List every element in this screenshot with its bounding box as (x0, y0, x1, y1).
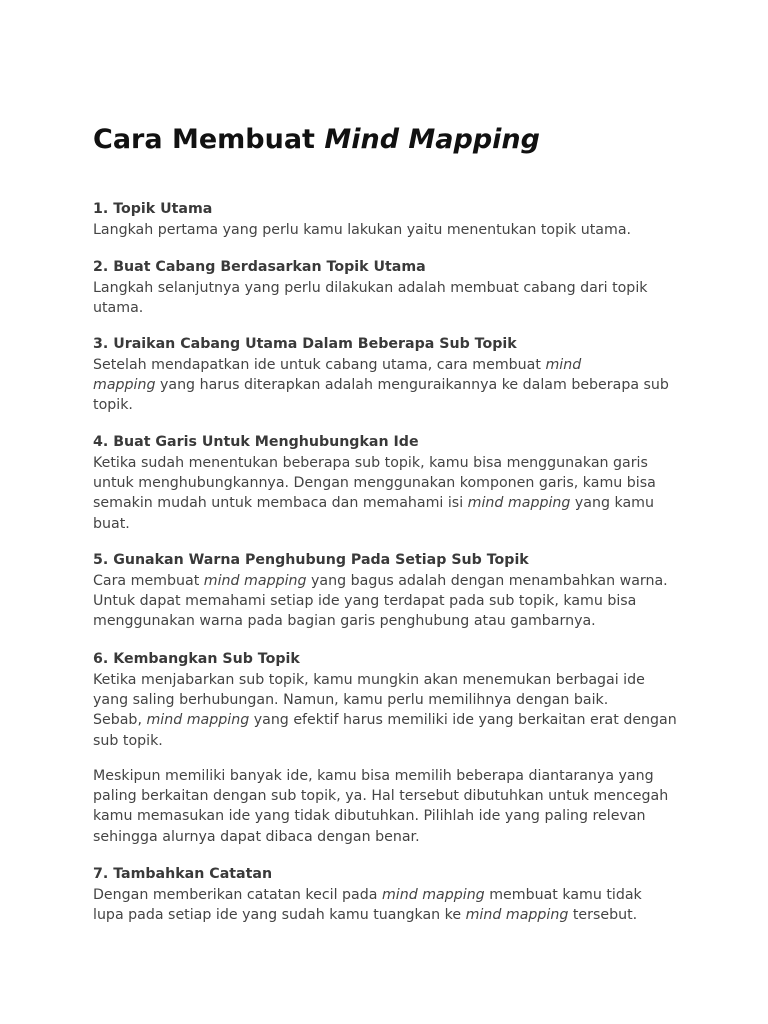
section-2 (93, 257, 693, 318)
section-heading: 6. Kembangkan Sub Topik (93, 651, 300, 667)
text-line (93, 885, 693, 905)
text-line (93, 591, 693, 611)
section-body (93, 355, 693, 416)
emphasis-text: mind mapping (203, 573, 307, 589)
body-text: utama. (93, 300, 144, 317)
text-line (93, 514, 693, 534)
text-line (93, 375, 693, 395)
body-text: Dengan memberikan catatan kecil pada (93, 887, 382, 903)
section-heading: 1. Topik Utama (93, 201, 213, 217)
body-text: yang kamu (570, 495, 654, 512)
text-line (93, 670, 693, 690)
body-text: yang harus diterapkan adalah menguraikannya ke dalam beberapa sub (155, 377, 669, 394)
body-text: yang efektif harus memiliki ide yang berkaitan erat dengan (249, 712, 677, 729)
body-text: sub topik. (93, 732, 163, 749)
section-body (93, 885, 693, 925)
title-main: Cara Membuat (93, 124, 325, 155)
body-text: tersebut. (568, 907, 638, 924)
text-line (93, 355, 693, 375)
text-line (93, 611, 693, 631)
text-line (93, 571, 693, 591)
text-line (93, 905, 693, 925)
section-body (93, 766, 693, 847)
body-text: yang bagus adalah dengan menambahkan warna. (306, 573, 668, 589)
text-line (93, 766, 693, 786)
body-text: Meskipun memiliki banyak ide, kamu bisa memilih beberapa diantaranya yang (93, 768, 654, 784)
section-body (93, 571, 693, 632)
text-line (93, 493, 693, 513)
section-body (93, 670, 693, 751)
emphasis-text: mind (545, 357, 582, 373)
emphasis-text: mind mapping (381, 887, 485, 903)
section-heading: 4. Buat Garis Untuk Menghubungkan Ide (93, 434, 419, 450)
text-line (93, 827, 693, 847)
body-text: topik. (93, 397, 133, 414)
body-text: buat. (93, 515, 130, 532)
body-text: Ketika menjabarkan sub topik, kamu mungkin akan menemukan berbagai ide (93, 672, 645, 688)
emphasis-text: mind mapping (146, 712, 250, 729)
body-text: Sebab, (93, 712, 147, 729)
text-line (93, 731, 693, 751)
section-heading: 5. Gunakan Warna Penghubung Pada Setiap Sub Topik (93, 552, 529, 568)
body-text: lupa pada setiap ide yang sudah kamu tuangkan ke (93, 907, 466, 924)
body-text: kamu memasukan ide yang tidak dibutuhkan. Pilihlah ide yang paling relevan (93, 808, 646, 825)
text-line (93, 220, 693, 240)
section-4 (93, 432, 693, 534)
section-3 (93, 334, 693, 416)
section-5 (93, 550, 693, 632)
text-line (93, 806, 693, 826)
body-text: semakin mudah untuk membaca dan memahami isi (93, 495, 468, 512)
body-text: untuk menghubungkannya. Dengan menggunakan komponen garis, kamu bisa (93, 475, 656, 492)
body-text: Langkah selanjutnya yang perlu dilakukan adalah membuat cabang dari topik (93, 280, 648, 296)
body-text: yang saling berhubungan. Namun, kamu perlu memilihnya dengan baik. (93, 692, 609, 709)
section-6 (93, 649, 693, 751)
text-line (93, 473, 693, 493)
text-line (93, 690, 693, 710)
body-text: sehingga alurnya dapat dibaca dengan benar. (93, 828, 420, 845)
section-1 (93, 199, 693, 240)
text-line (93, 786, 693, 806)
body-text: Cara membuat (93, 573, 204, 589)
text-line (93, 453, 693, 473)
text-line (93, 298, 693, 318)
section-heading: 3. Uraikan Cabang Utama Dalam Beberapa Sub Topik (93, 336, 517, 352)
section-body (93, 453, 693, 534)
body-text: menggunakan warna pada bagian garis penghubung atau gambarnya. (93, 613, 596, 630)
body-text: membuat kamu tidak (484, 887, 642, 903)
section-body (93, 220, 693, 240)
page-title (93, 124, 540, 155)
text-line (93, 278, 693, 298)
emphasis-text: mind mapping (467, 495, 571, 512)
emphasis-text: mapping (93, 377, 156, 394)
emphasis-text: mind mapping (465, 907, 569, 924)
body-text: Setelah mendapatkan ide untuk cabang utama, cara membuat (93, 357, 546, 373)
text-line (93, 710, 693, 730)
body-text: Langkah pertama yang perlu kamu lakukan yaitu menentukan topik utama. (93, 222, 632, 238)
body-text: paling berkaitan dengan sub topik, ya. Hal tersebut dibutuhkan untuk mencegah (93, 788, 669, 805)
body-text: Untuk dapat memahami setiap ide yang terdapat pada sub topik, kamu bisa (93, 593, 637, 610)
section-6-continued (93, 766, 693, 847)
section-body (93, 278, 693, 318)
section-heading: 2. Buat Cabang Berdasarkan Topik Utama (93, 259, 426, 275)
text-line (93, 395, 693, 415)
body-text: Ketika sudah menentukan beberapa sub topik, kamu bisa menggunakan garis (93, 455, 648, 471)
section-heading: 7. Tambahkan Catatan (93, 866, 273, 882)
title-emphasis: Mind Mapping (324, 124, 540, 155)
section-7 (93, 864, 693, 925)
